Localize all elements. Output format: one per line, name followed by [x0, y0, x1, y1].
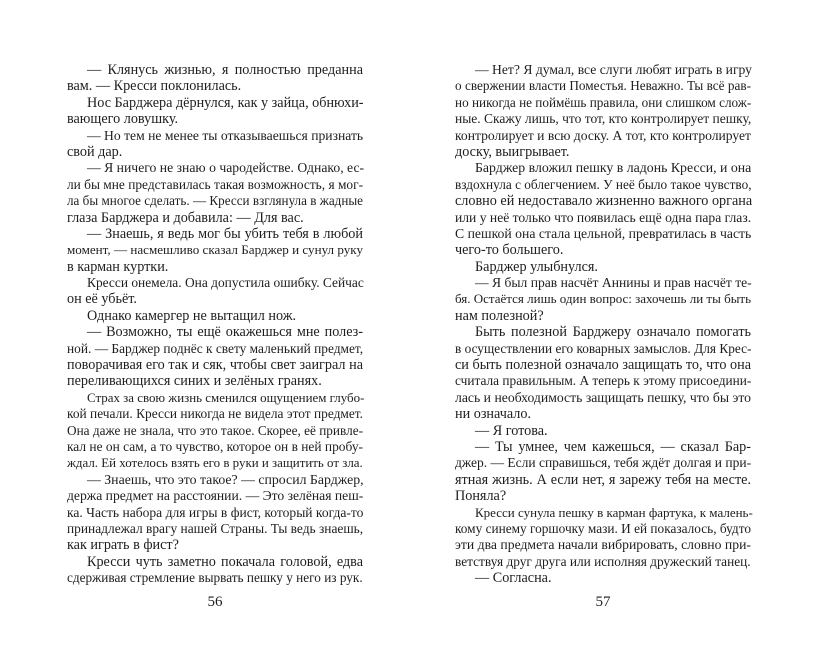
text-line: поворачивая его так и сяк, чтобы свет заиграл на	[67, 357, 363, 374]
text-line: — Я ничего не знаю о чародействе. Однако, ес-	[87, 160, 365, 176]
text-line: Страх за свою жизнь сменился ощущением глубо-	[87, 389, 365, 405]
left-page-text	[67, 62, 363, 587]
text-line: но никогда не поймёшь правила, они слишком слож-	[455, 94, 752, 110]
text-line: он её убьёт.	[67, 291, 137, 308]
paragraph	[455, 505, 751, 571]
text-line: си быть полезной означало защищать то, что она	[455, 357, 751, 374]
text-line: — Но тем не менее ты отказываешься признать	[87, 127, 364, 143]
text-line: Однако камергер не вытащил нож.	[87, 307, 297, 324]
paragraph	[455, 570, 751, 586]
text-line: момент, — насмешливо сказал Барджер и сунул руку	[67, 242, 363, 258]
text-line: лась и необходимость защищать пешку, что бы это	[455, 389, 751, 405]
text-line: кой печали. Кресси никогда не видела этот предмет.	[67, 406, 363, 422]
paragraph	[455, 423, 751, 439]
paragraph	[67, 472, 363, 554]
text-line: держа предмет на расстоянии. — Это зелёная пеш-	[67, 488, 364, 504]
text-line: — Клянусь жизнью, я полностью преданна	[87, 62, 363, 78]
text-line: вздохнула с облегчением. У неё было такое чувство,	[455, 176, 752, 192]
text-line: ветствуя друг друга или исполняя дружеский танец.	[455, 553, 751, 569]
text-line: ли бы мне представилась такая возможность, я мог-	[67, 176, 364, 192]
paragraph	[67, 554, 363, 587]
text-line: в осуществлении его коварных замыслов. Для Крес-	[455, 340, 752, 356]
text-line: — Я готова.	[475, 422, 548, 439]
text-line: — Согласна.	[475, 570, 552, 587]
text-line: в карман куртки.	[67, 258, 169, 275]
text-line: Нос Барджера дёрнулся, как у зайца, обнюхи-	[87, 94, 364, 111]
paragraph	[455, 259, 751, 275]
paragraph	[455, 439, 751, 505]
text-line: бя. Остаётся лишь один вопрос: захочешь ли ты быть	[455, 291, 752, 307]
text-line: нам полезной?	[455, 307, 544, 324]
text-line: чего-то большего.	[455, 242, 564, 259]
paragraph	[455, 62, 751, 160]
text-line: словно ей недоставало жизненно важного органа	[455, 193, 753, 210]
text-line: — Знаешь, что это такое? — спросил Барджер,	[87, 471, 364, 487]
text-line: — Знаешь, я ведь мог бы убить тебя в любой	[87, 225, 363, 242]
text-line: ятная жизнь. А если нет, я зарежу тебя на месте.	[455, 471, 751, 488]
text-line: Кресси сунула пешку в карман фартука, к малень-	[475, 504, 753, 520]
text-line: Барджер вложил пешку в ладонь Кресси, и она	[475, 160, 752, 176]
text-line: Кресси чуть заметно покачала головой, едва	[87, 553, 363, 570]
text-line: вающего ловушку.	[67, 111, 179, 128]
text-line: ной. — Барджер поднёс к свету маленький предмет,	[67, 340, 364, 356]
text-line: Поняла?	[455, 488, 507, 505]
text-line: С пешкой она стала цельной, превратилась в часть	[455, 225, 752, 241]
text-line: Барджер улыбнулся.	[475, 258, 598, 275]
right-page-text	[455, 62, 751, 587]
text-line: джер. — Если справишься, тебя ждёт долгая и при-	[455, 455, 752, 471]
paragraph	[455, 275, 751, 324]
text-line: ка. Часть набора для игры в фист, который когда-то	[67, 504, 364, 520]
text-line: глаза Барджера и добавила: — Для вас.	[67, 209, 304, 226]
text-line: ные. Скажу лишь, что тот, кто контролирует пешку,	[455, 111, 752, 127]
text-line: кал не он сам, а то чувство, которое он в ней пробу-	[67, 438, 363, 454]
text-line: — Ты умнее, чем кажешься, — сказал Бар-	[475, 438, 751, 455]
text-line: — Нет? Я думал, все слуги любят играть в игру	[475, 62, 752, 77]
text-line: Она даже не знала, что это такое. Скорее, её привле-	[67, 422, 363, 438]
text-line: принадлежал врагу нашей Страны. Ты ведь знаешь,	[67, 520, 364, 536]
paragraph	[455, 324, 751, 422]
paragraph	[67, 324, 363, 390]
text-line: кому синему горшочку мази. И ей показалось, будто	[455, 520, 751, 536]
paragraph	[67, 62, 363, 95]
paragraph	[67, 275, 363, 308]
text-line: доску, выигрывает.	[455, 143, 570, 160]
page-number-left: 56	[207, 594, 223, 610]
text-line: считала правильным. А теперь к этому присоедини-	[455, 373, 752, 389]
paragraph	[67, 308, 363, 324]
text-line: свой дар.	[67, 143, 123, 160]
paragraph	[67, 390, 363, 472]
text-line: Кресси онемела. Она допустила ошибку. Сейчас	[87, 275, 364, 291]
text-line: или у неё только что появилась ещё одна пара глаз.	[455, 209, 752, 225]
paragraph	[455, 160, 751, 258]
paragraph	[67, 95, 363, 128]
text-line: ни означало.	[455, 406, 532, 423]
page-number-right: 57	[595, 594, 611, 610]
text-line: Быть полезной Барджеру означало помогать	[475, 324, 751, 341]
paragraph	[67, 160, 363, 226]
text-line: эти два предмета начали вибрировать, словно при-	[455, 537, 751, 553]
paragraph	[67, 226, 363, 275]
text-line: сдерживая стремление вырвать пешку у него из рук.	[67, 570, 363, 586]
paragraph	[67, 128, 363, 161]
text-line: — Я был прав насчёт Аннины и прав насчёт те-	[475, 275, 752, 291]
text-line: — Возможно, ты ещё окажешься мне полез-	[87, 324, 363, 341]
text-line: вам. — Кресси поклонилась.	[67, 78, 242, 95]
text-line: контролирует и всю доску. А тот, кто контролирует	[455, 127, 751, 143]
text-line: как играть в фист?	[67, 537, 179, 554]
text-line: о свержении власти Поместья. Неважно. Ты всё рав-	[455, 78, 751, 94]
text-line: ла бы многое сделать. — Кресси взглянула в жадные	[67, 193, 363, 209]
text-line: ждал. Ей хотелось взять его в руки и защитить от зла.	[67, 455, 363, 471]
text-line: переливающихся синих и зелёных гранях.	[67, 373, 322, 390]
